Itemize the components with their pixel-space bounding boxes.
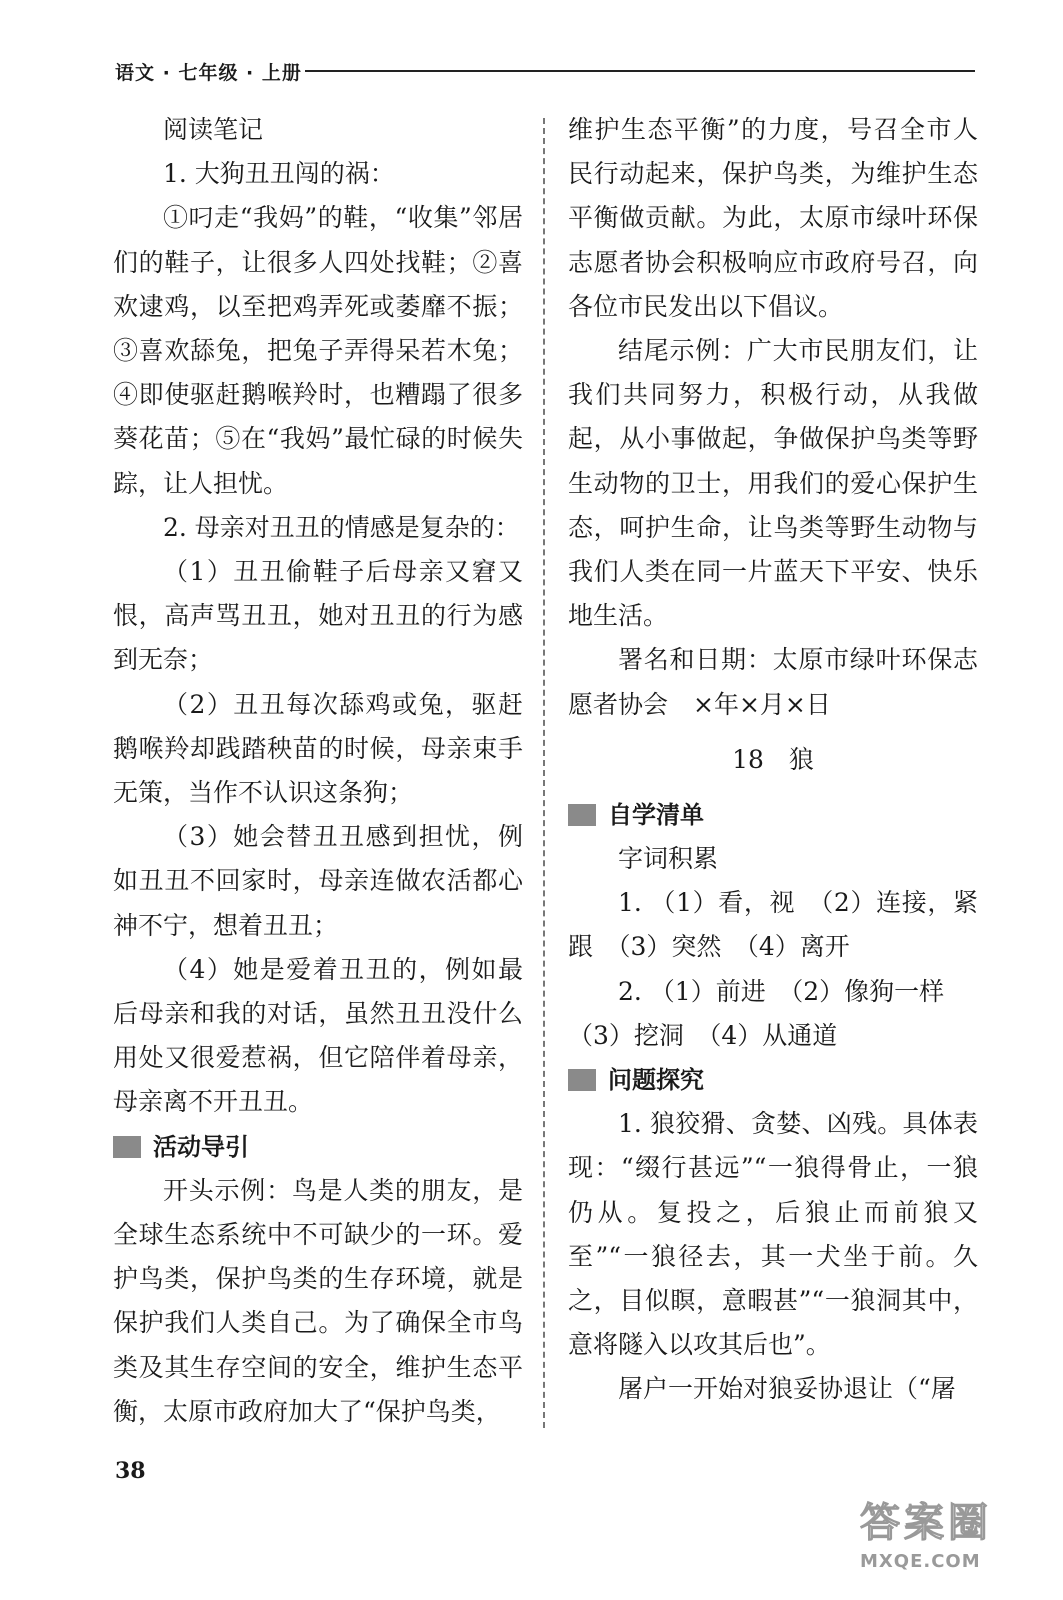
watermark-url: MXQE.COM xyxy=(860,1551,981,1572)
page-number: 38 xyxy=(115,1458,146,1484)
activity-section-heading xyxy=(113,1125,523,1169)
right-column xyxy=(568,108,978,1412)
item2-point2: （2）丑丑每次舔鸡或兔，驱赶鹅喉羚却践踏秧苗的时候，母亲束手无策，当作不认识这条狗； xyxy=(113,689,523,808)
section-marker-icon xyxy=(568,1069,596,1091)
inquiry-heading-label: 问题探究 xyxy=(608,1066,704,1095)
watermark xyxy=(860,1495,1050,1595)
lesson-title: 18 狼 xyxy=(732,744,814,774)
vocab-item1: 1. （1）看，视 （2）连接，紧跟 （3）突然 （4）离开 xyxy=(568,888,978,962)
activity-continued: 维护生态平衡”的力度，号召全市人民行动起来，保护鸟类，为维护生态平衡做贡献。为此，太原市绿叶环保志愿者协会积极响应市政府号召，向各位市民发出以下倡议。 xyxy=(568,115,978,321)
inquiry-item2-start: 屠户一开始对狼妥协退让（“屠 xyxy=(618,1374,956,1404)
column-divider xyxy=(543,118,545,1428)
vocab-item2-line1: 2. （1）前进 （2）像狗一样 xyxy=(618,976,945,1006)
closing-example: 结尾示例：广大市民朋友们，让我们共同努力，积极行动，从我做起，从小事做起，争做保护鸟类等野生动物的卫士，用我们的爱心保护生态，呵护生命，让鸟类等野生动物与我们人类在同一片蓝天下平安、快乐地生活。 xyxy=(568,336,978,631)
vocab-item2-line2: （3）挖洞 （4）从通道 xyxy=(568,1020,838,1050)
item1-detail: ①叼走“我妈”的鞋，“收集”邻居们的鞋子，让很多人四处找鞋；②喜欢逮鸡，以至把鸡弄死或萎靡不振；③喜欢舔兔，把兔子弄得呆若木兔；④即使驱赶鹅喉羚时，也糟蹋了很多葵花苗；⑤在“我妈”最忙碌的时候失踪，让人担忧。 xyxy=(113,203,523,498)
watermark-logo: 答案圈 xyxy=(860,1500,992,1546)
section-marker-icon xyxy=(113,1136,141,1158)
left-column xyxy=(113,108,523,1434)
section-marker-icon xyxy=(568,804,596,826)
header-rule xyxy=(305,70,975,72)
item2-point1: （1）丑丑偷鞋子后母亲又窘又恨，高声骂丑丑，她对丑丑的行为感到无奈； xyxy=(113,557,523,675)
reading-notes-heading: 阅读笔记 xyxy=(163,115,264,144)
page-header xyxy=(115,58,975,90)
vocab-heading: 字词积累 xyxy=(618,844,719,874)
self-study-section-heading xyxy=(568,793,978,837)
book-title: 语文 · 七年级 · 上册 xyxy=(115,62,302,84)
activity-heading-label: 活动导引 xyxy=(153,1132,249,1161)
inquiry-section-heading xyxy=(568,1058,978,1102)
signature-and-date: 署名和日期：太原市绿叶环保志愿者协会 ×年×月×日 xyxy=(568,645,978,719)
activity-opening-example: 开头示例：鸟是人类的朋友，是全球生态系统中不可缺少的一环。爱护鸟类，保护鸟类的生存环境，就是保护我们人类自己。为了确保全市鸟类及其生存空间的安全，维护生态平衡，太原市政府加大了“保护鸟类， xyxy=(113,1175,523,1426)
self-study-heading-label: 自学清单 xyxy=(608,800,704,829)
item2-point3: （3）她会替丑丑感到担忧，例如丑丑不回家时，母亲连做农活都心神不宁，想着丑丑； xyxy=(113,822,523,940)
inquiry-item1: 1. 狼狡猾、贪婪、凶残。具体表现：“缀行甚远”“一狼得骨止，一狼仍从。复投之，后狼止而前狼又至”“一狼径去，其一犬坐于前。久之，目似瞑，意暇甚”“一狼洞其中，意将隧入以攻其后也”。 xyxy=(568,1109,978,1360)
item2-point4: （4）她是爱着丑丑的，例如最后母亲和我的对话，虽然丑丑没什么用处又很爱惹祸，但它陪伴着母亲，母亲离不开丑丑。 xyxy=(113,954,523,1117)
item1-heading: 1. 大狗丑丑闯的祸： xyxy=(163,159,395,189)
item2-heading: 2. 母亲对丑丑的情感是复杂的： xyxy=(163,512,520,542)
